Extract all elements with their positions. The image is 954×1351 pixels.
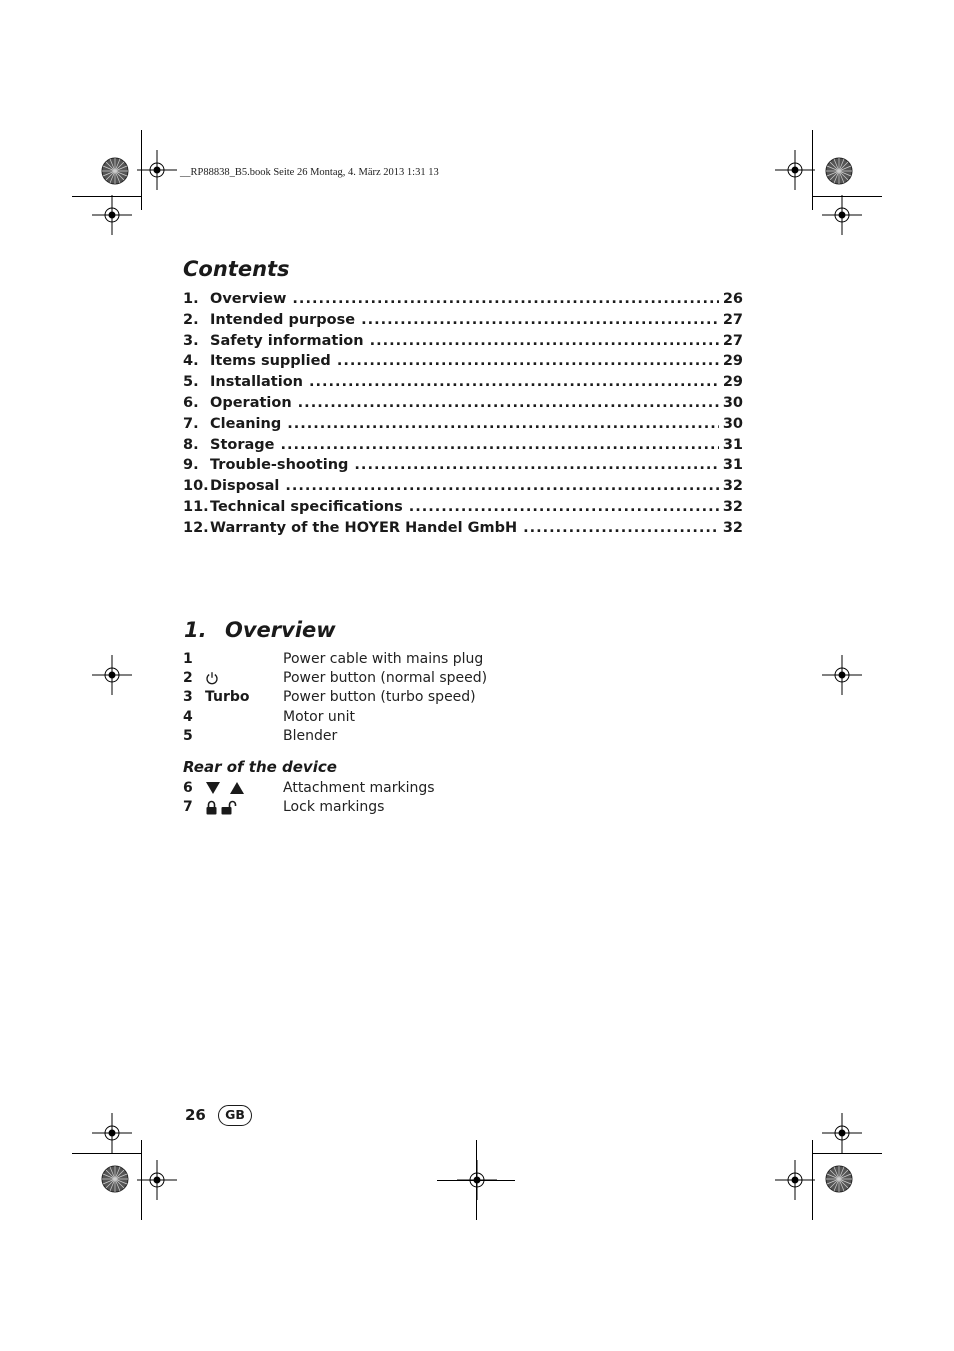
toc-num: 5. xyxy=(183,374,199,391)
registration-mark-icon xyxy=(822,1113,862,1153)
toc-leader xyxy=(309,374,719,390)
registration-mark-icon xyxy=(775,150,815,190)
toc-page: 29 xyxy=(722,374,743,391)
item-description: Power button (turbo speed) xyxy=(283,689,476,706)
item-description: Attachment markings xyxy=(283,779,435,796)
unlock-icon xyxy=(221,800,237,815)
registration-mark-icon xyxy=(137,1160,177,1200)
item-description: Lock markings xyxy=(283,799,385,816)
item-symbol xyxy=(205,671,283,685)
toc-leader xyxy=(370,333,719,349)
contents-heading: Contents xyxy=(183,257,290,281)
triangle-down-icon xyxy=(205,781,221,795)
toc-title: Operation xyxy=(210,394,292,411)
registration-mark-icon xyxy=(822,195,862,235)
item-number: 4 xyxy=(183,708,193,725)
registration-mark-icon xyxy=(92,195,132,235)
trim-line xyxy=(72,1153,142,1154)
toc-leader xyxy=(523,520,719,536)
registration-mark-icon xyxy=(137,150,177,190)
toc-title: Intended purpose xyxy=(210,311,356,328)
toc-leader xyxy=(298,395,719,411)
star-target-icon xyxy=(101,157,129,185)
item-number: 6 xyxy=(183,779,193,796)
list-item xyxy=(183,797,743,816)
toc-num: 9. xyxy=(183,457,199,474)
item-number: 2 xyxy=(183,670,193,687)
item-description: Power button (normal speed) xyxy=(283,670,488,687)
print-header: __RP88838_B5.book Seite 26 Montag, 4. März 2013 1:31 13 xyxy=(180,167,439,178)
toc-item[interactable] xyxy=(183,333,743,354)
toc-page: 31 xyxy=(722,436,743,453)
list-item xyxy=(183,727,743,746)
item-number: 7 xyxy=(183,799,193,816)
registration-mark-icon xyxy=(775,1160,815,1200)
toc-num: 6. xyxy=(183,394,199,411)
rear-of-device-heading: Rear of the device xyxy=(183,758,337,776)
toc-item[interactable] xyxy=(183,437,743,458)
language-badge: GB xyxy=(218,1105,252,1126)
trim-line xyxy=(476,1140,477,1220)
toc-item[interactable] xyxy=(183,499,743,520)
toc-page: 26 xyxy=(722,291,743,307)
toc-title: Safety information xyxy=(210,332,364,349)
table-of-contents xyxy=(183,291,743,541)
toc-title: Warranty of the HOYER Handel GmbH xyxy=(210,519,518,536)
toc-page: 30 xyxy=(722,415,743,432)
toc-page: 29 xyxy=(722,353,743,370)
toc-num: 12. xyxy=(183,519,209,536)
toc-title: Trouble-shooting xyxy=(210,457,349,474)
item-description: Blender xyxy=(283,728,338,745)
item-number: 5 xyxy=(183,728,193,745)
item-description: Motor unit xyxy=(283,708,356,725)
toc-item[interactable] xyxy=(183,291,743,312)
item-symbol xyxy=(205,800,283,815)
toc-item[interactable] xyxy=(183,312,743,333)
toc-num: 4. xyxy=(183,353,199,370)
list-item xyxy=(183,707,743,726)
toc-num: 1. xyxy=(183,291,199,307)
item-number: 3 xyxy=(183,689,193,706)
toc-leader xyxy=(354,457,718,473)
registration-mark-icon xyxy=(92,1113,132,1153)
toc-title: Disposal xyxy=(210,478,280,495)
overview-heading-number: 1. xyxy=(184,618,207,642)
list-item xyxy=(183,649,743,668)
power-icon xyxy=(205,671,219,685)
toc-title: Installation xyxy=(210,374,303,391)
toc-leader xyxy=(409,499,719,515)
toc-title: Overview xyxy=(210,291,287,307)
toc-page: 32 xyxy=(722,519,743,536)
item-number: 1 xyxy=(183,650,193,667)
page-number: 26 xyxy=(185,1106,206,1124)
toc-title: Items supplied xyxy=(210,353,331,370)
toc-item[interactable] xyxy=(183,395,743,416)
star-target-icon xyxy=(825,1165,853,1193)
registration-mark-icon xyxy=(92,655,132,695)
item-symbol: Turbo xyxy=(205,689,250,706)
list-item xyxy=(183,778,743,797)
toc-title: Storage xyxy=(210,436,275,453)
item-symbol xyxy=(205,781,283,795)
toc-num: 8. xyxy=(183,436,199,453)
toc-num: 7. xyxy=(183,415,199,432)
lock-icon xyxy=(205,800,218,815)
toc-item[interactable] xyxy=(183,520,743,541)
toc-page: 32 xyxy=(722,498,743,515)
toc-num: 2. xyxy=(183,311,199,328)
toc-num: 3. xyxy=(183,332,199,349)
toc-item[interactable] xyxy=(183,457,743,478)
toc-title: Cleaning xyxy=(210,415,282,432)
star-target-icon xyxy=(825,157,853,185)
item-description: Power cable with mains plug xyxy=(283,650,484,667)
toc-item[interactable] xyxy=(183,353,743,374)
toc-num: 11. xyxy=(183,498,209,515)
list-item xyxy=(183,688,743,707)
list-item xyxy=(183,668,743,687)
toc-page: 31 xyxy=(722,457,743,474)
registration-mark-icon xyxy=(822,655,862,695)
toc-item[interactable] xyxy=(183,416,743,437)
star-target-icon xyxy=(101,1165,129,1193)
toc-item[interactable] xyxy=(183,478,743,499)
toc-leader xyxy=(337,353,719,369)
toc-leader xyxy=(281,437,719,453)
rear-list xyxy=(183,778,743,817)
toc-title: Technical specifications xyxy=(210,498,403,515)
toc-leader xyxy=(361,312,719,328)
toc-page: 32 xyxy=(722,478,743,495)
toc-leader xyxy=(287,416,719,432)
toc-item[interactable] xyxy=(183,374,743,395)
toc-leader xyxy=(292,291,718,307)
toc-page: 27 xyxy=(722,311,743,328)
overview-heading-title: Overview xyxy=(225,618,336,642)
overview-list xyxy=(183,649,743,746)
trim-line xyxy=(812,1153,882,1154)
overview-heading xyxy=(184,618,336,642)
toc-page: 30 xyxy=(722,394,743,411)
toc-leader xyxy=(285,478,718,494)
toc-page: 27 xyxy=(722,332,743,349)
triangle-up-icon xyxy=(229,781,245,795)
toc-num: 10. xyxy=(183,478,209,495)
